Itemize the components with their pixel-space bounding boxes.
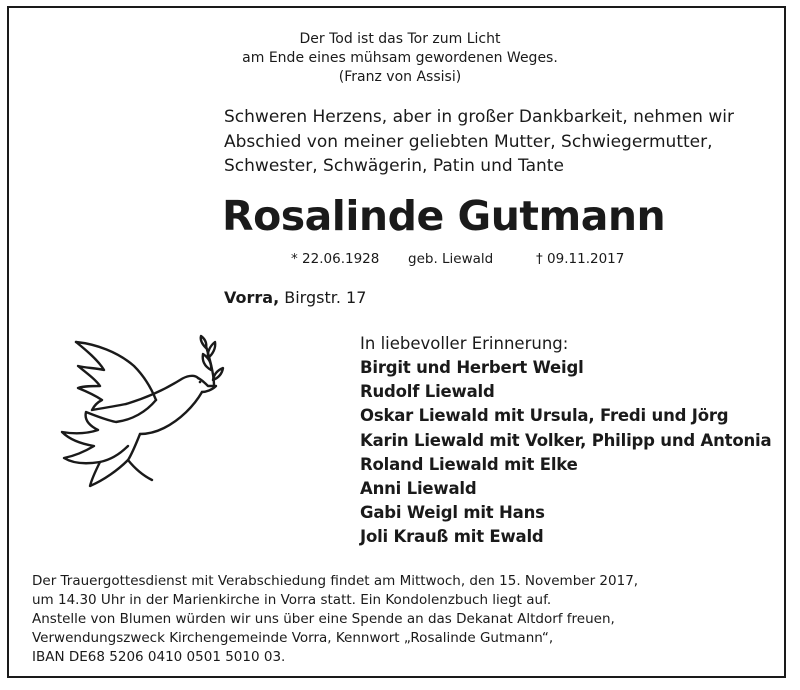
death-date: † 09.11.2017 — [536, 251, 625, 267]
mourners-heading: In liebevoller Erinnerung: — [360, 334, 569, 353]
intro-line-1: Schweren Herzens, aber in großer Dankbarkeit, nehmen wir — [224, 107, 734, 127]
mourner-name: Roland Liewald mit Elke — [360, 454, 578, 474]
service-line-1: Der Trauergottesdienst mit Verabschiedung findet am Mittwoch, den 15. November 2017, — [32, 573, 639, 589]
intro-line-2: Abschied von meiner geliebten Mutter, Schwiegermutter, — [224, 131, 713, 152]
donation-line-1: Anstelle von Blumen würden wir uns über eine Spende an das Dekanat Altdorf freuen, — [32, 611, 615, 627]
donation-line-2: Verwendungszweck Kirchengemeinde Vorra, Kennwort „Rosalinde Gutmann“, — [32, 630, 554, 646]
opening-quote — [0, 30, 800, 87]
quote-line-2: am Ende eines mühsam gewordenen Weges. — [242, 50, 558, 66]
mourner-name: Oskar Liewald mit Ursula, Fredi und Jörg — [360, 406, 729, 426]
address-city: Vorra, — [224, 288, 280, 307]
mourner-name: Anni Liewald — [360, 479, 477, 499]
service-line-2: um 14.30 Uhr in der Marienkirche in Vorra statt. Ein Kondolenzbuch liegt auf. — [32, 592, 552, 608]
deceased-name: Rosalinde Gutmann — [222, 192, 666, 240]
intro-text — [224, 105, 764, 179]
dove-with-olive-branch-icon — [56, 330, 231, 500]
mourner-name: Karin Liewald mit Volker, Philipp und Antonia — [360, 430, 772, 450]
mourners-list — [360, 332, 780, 550]
iban-line: IBAN DE68 5206 0410 0501 5010 03. — [32, 649, 286, 665]
mourner-name: Birgit und Herbert Weigl — [360, 358, 584, 377]
mourner-name: Joli Krauß mit Ewald — [360, 527, 544, 547]
maiden-name: geb. Liewald — [408, 251, 494, 267]
address-street: Birgstr. 17 — [284, 288, 367, 307]
service-details — [32, 572, 772, 667]
address — [224, 287, 366, 309]
quote-author: (Franz von Assisi) — [338, 69, 462, 85]
mourner-name: Rudolf Liewald — [360, 382, 495, 402]
quote-line-1: Der Tod ist das Tor zum Licht — [299, 31, 501, 47]
birth-date: * 22.06.1928 — [291, 251, 380, 267]
intro-line-3: Schwester, Schwägerin, Patin und Tante — [224, 156, 564, 176]
mourner-name: Gabi Weigl mit Hans — [360, 503, 545, 523]
